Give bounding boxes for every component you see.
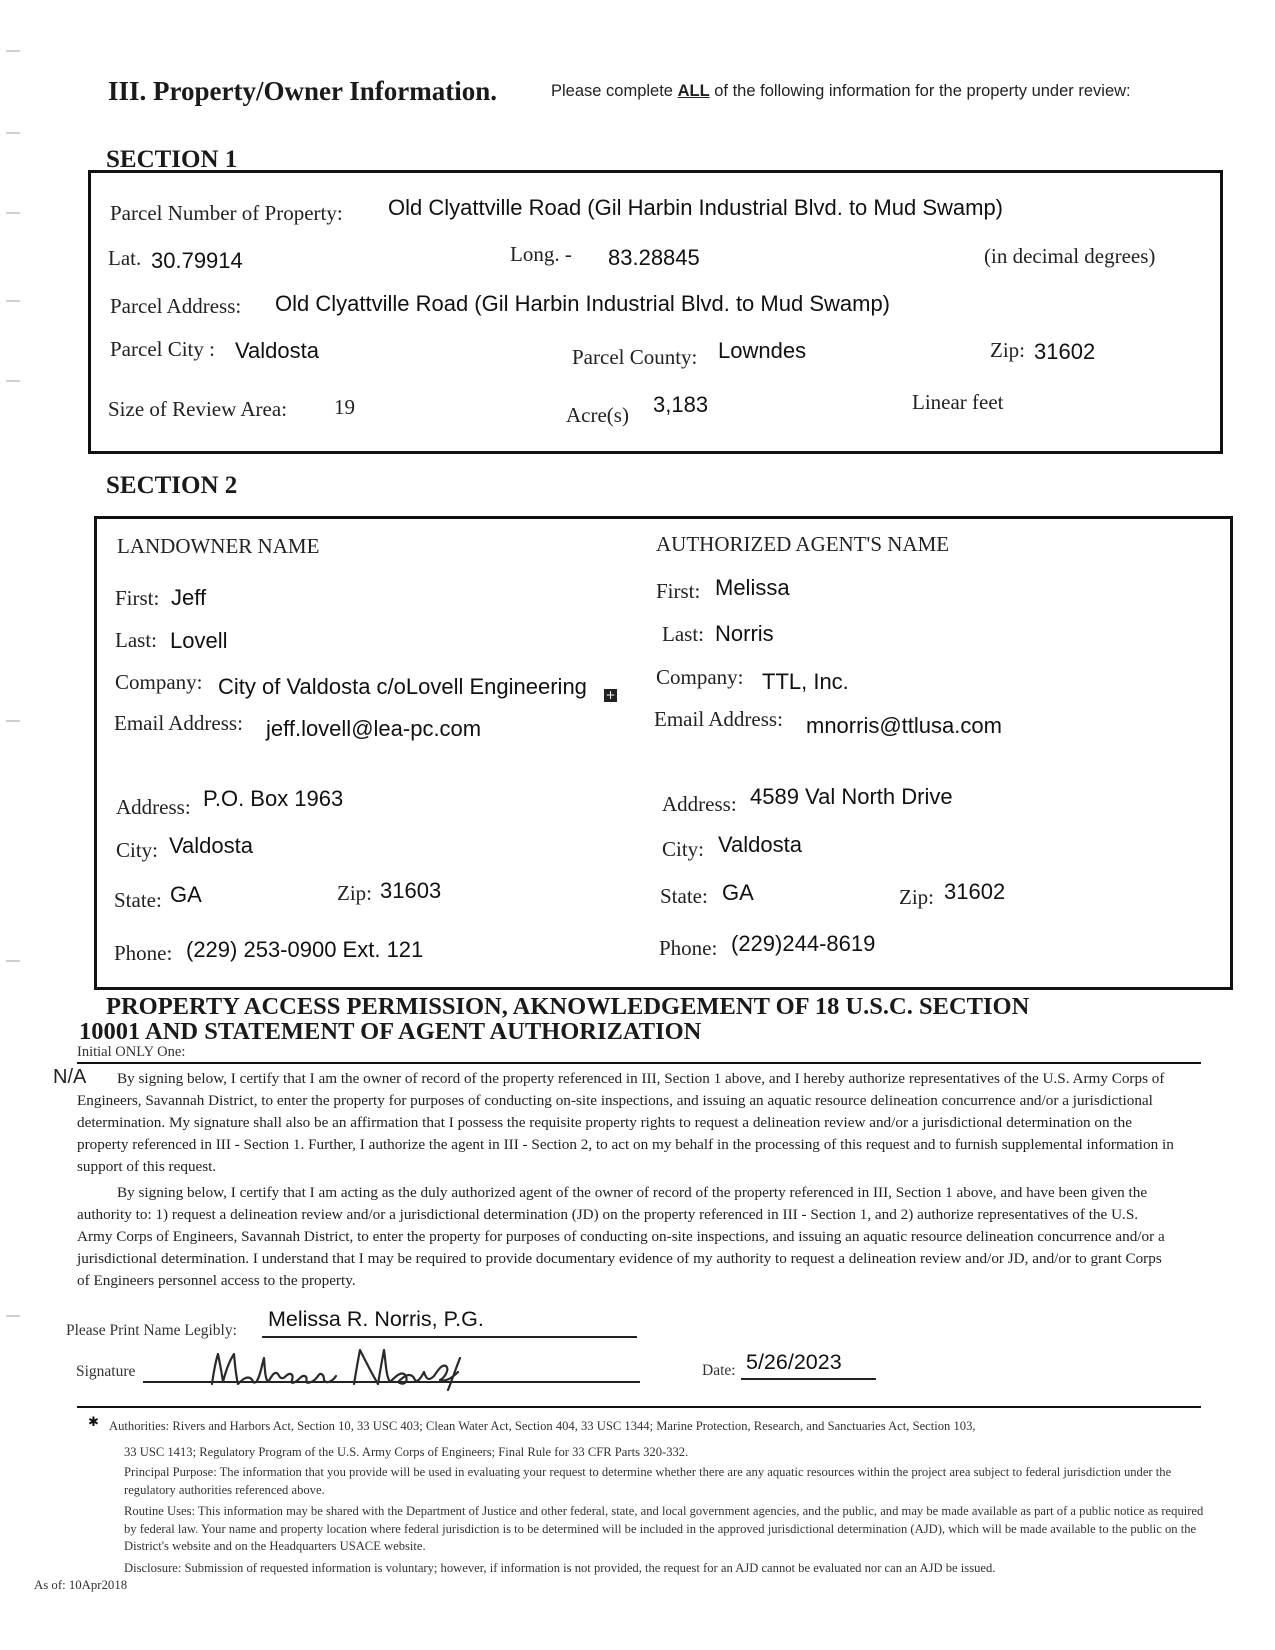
agent-state-label: State:: [660, 884, 708, 908]
long-label: Long. -: [510, 242, 572, 266]
print-name-underline: [262, 1336, 637, 1338]
parcel-address-field[interactable]: Old Clyattville Road (Gil Harbin Industrial Blvd. to Mud Swamp): [275, 291, 891, 316]
agent-city-field[interactable]: Valdosta: [718, 832, 802, 857]
routine-uses-text: Routine Uses: This information may be shared with the Department of Justice and other federal, state, and local government agencies, and the public, and may be made available as part of a public notice as required by federal law. Your name and property location where federal jurisdiction is to be determined will be included in the approved jurisdictional determination (AJD), which will be made available to the public on the District's website and on the Headquarters USACE website.: [124, 1504, 1204, 1553]
linear-feet-field[interactable]: 3,183: [653, 392, 709, 417]
agent-phone-label: Phone:: [659, 936, 718, 960]
agent-address-label: Address:: [662, 792, 737, 816]
landowner-state-label: State:: [114, 888, 162, 912]
agent-last-label: Last:: [662, 622, 704, 646]
landowner-first-label: First:: [115, 586, 160, 610]
permission-heading-line2: 10001 AND STATEMENT OF AGENT AUTHORIZATION: [79, 1018, 702, 1045]
landowner-heading: LANDOWNER NAME: [117, 534, 320, 558]
scan-margin-mark: [6, 1315, 20, 1317]
landowner-email-label: Email Address:: [114, 711, 243, 735]
owner-certification-paragraph: By signing below, I certify that I am the owner of record of the property referenced in III, Section 1 above, and I hereby authorize representatives of the U.S. Army Corps of Engineers, Savannah District, to enter the property for purposes of conducting on-site inspections, and issuing an aquatic resource delineation concurrence and/or a jurisdictional determination. My signature shall also be an affirmation that I possess the requisite property rights to request a delineation review and/or a jurisdictional determination on the property referenced in III - Section 1. Further, I authorize the agent in III - Section 2, to act on my behalf in the processing of this request and to furnish supplemental information in support of this request.: [77, 1070, 1174, 1175]
agent-city-label: City:: [662, 837, 705, 861]
agent-zip-label: Zip:: [899, 885, 934, 909]
instruction-text: [551, 82, 1131, 101]
agent-heading: AUTHORIZED AGENT'S NAME: [656, 532, 950, 556]
agent-company-field[interactable]: TTL, Inc.: [762, 669, 849, 694]
parcel-county-label: Parcel County:: [572, 345, 698, 369]
linear-feet-label: Linear feet: [912, 390, 1004, 414]
authorities-text: Authorities: Rivers and Harbors Act, Section 10, 33 USC 403; Clean Water Act, Section 404, 33 USC 1344; Marine Protection, Research, and Sanctuaries Act, Section 103,: [109, 1419, 976, 1433]
landowner-address-label: Address:: [116, 795, 191, 819]
landowner-city-label: City:: [116, 838, 159, 862]
agent-first-label: First:: [656, 579, 701, 603]
handwritten-signature: [208, 1340, 478, 1398]
landowner-last-label: Last:: [115, 628, 157, 652]
permission-heading-line1: PROPERTY ACCESS PERMISSION, AKNOWLEDGEMENT OF 18 U.S.C. SECTION: [106, 993, 1030, 1020]
lat-label: Lat.: [108, 246, 142, 270]
landowner-company-label: Company:: [115, 670, 203, 694]
parcel-city-field[interactable]: Valdosta: [235, 338, 319, 363]
agent-company-label: Company:: [656, 665, 744, 689]
landowner-address-field[interactable]: P.O. Box 1963: [203, 786, 344, 811]
scan-margin-mark: [6, 132, 20, 134]
section2-heading: SECTION 2: [106, 472, 238, 499]
agent-email-field[interactable]: mnorris@ttlusa.com: [806, 713, 1002, 738]
asterisk-bullet-icon: ✱: [88, 1414, 99, 1429]
scan-margin-mark: [6, 50, 20, 52]
review-size-label: Size of Review Area:: [108, 397, 288, 421]
disclosure-text: Disclosure: Submission of requested information is voluntary; however, if information is not provided, the request for an AJD cannot be evaluated nor can an AJD be issued.: [124, 1561, 996, 1575]
landowner-company-field[interactable]: City of Valdosta c/oLovell Engineering: [218, 674, 587, 699]
long-field[interactable]: 83.28845: [608, 245, 700, 270]
scan-margin-mark: [6, 212, 20, 214]
instruction-emphasis: ALL: [677, 82, 710, 100]
section1-heading: SECTION 1: [106, 146, 238, 173]
revision-date: As of: 10Apr2018: [34, 1578, 128, 1592]
scan-margin-mark: [6, 960, 20, 962]
initial-only-one-label: Initial ONLY One:: [77, 1044, 186, 1060]
parcel-number-field[interactable]: Old Clyattville Road (Gil Harbin Industrial Blvd. to Mud Swamp): [388, 195, 1004, 220]
acres-label: Acre(s): [566, 403, 629, 427]
signature-label: Signature: [76, 1363, 136, 1380]
scan-margin-mark: [6, 380, 20, 382]
section-title: III. Property/Owner Information.: [108, 76, 497, 106]
decimal-degrees-note: (in decimal degrees): [984, 244, 1156, 268]
parcel-county-field[interactable]: Lowndes: [718, 338, 807, 363]
landowner-last-field[interactable]: Lovell: [170, 628, 228, 653]
agent-first-field[interactable]: Melissa: [715, 575, 790, 600]
review-size-field[interactable]: 19: [334, 395, 355, 419]
landowner-phone-label: Phone:: [114, 941, 173, 965]
scan-margin-mark: [6, 720, 20, 722]
landowner-zip-label: Zip:: [337, 881, 372, 905]
field-overflow-plus-icon[interactable]: +: [605, 688, 616, 702]
agent-certification-paragraph: By signing below, I certify that I am acting as the duly authorized agent of the owner of record of the property referenced in III, Section 1 above, and have been given the authority to: 1) request a delineation review and/or a jurisdictional determination (JD) on the property referenced in III - Section 1, and 2) authorize representatives of the U.S. Army Corps of Engineers, Savannah District, to enter the property for purposes of conducting on-site inspections, and issuing an aquatic resource delineation concurrence and/or a jurisdictional determination. I understand that I may be required to provide documentary evidence of my authority to request a delineation review and/or JD, and/or to grant Corps of Engineers personnel access to the property.: [77, 1184, 1165, 1289]
parcel-city-label: Parcel City :: [110, 337, 215, 361]
instruction-pre: Please complete: [551, 82, 678, 100]
landowner-email-field[interactable]: jeff.lovell@lea-pc.com: [266, 716, 482, 741]
agent-address-field[interactable]: 4589 Val North Drive: [750, 784, 953, 809]
footer-divider: [77, 1406, 1201, 1408]
landowner-city-field[interactable]: Valdosta: [169, 833, 253, 858]
zip-label: Zip:: [990, 338, 1025, 362]
date-field[interactable]: 5/26/2023: [746, 1350, 842, 1374]
owner-initial-field[interactable]: N/A: [53, 1066, 87, 1088]
landowner-phone-field[interactable]: (229) 253-0900 Ext. 121: [186, 937, 424, 962]
print-name-field[interactable]: Melissa R. Norris, P.G.: [268, 1307, 484, 1331]
lat-field[interactable]: 30.79914: [151, 248, 243, 273]
scan-margin-mark: [6, 300, 20, 302]
landowner-state-field[interactable]: GA: [170, 882, 202, 907]
agent-last-field[interactable]: Norris: [715, 621, 774, 646]
authorities-continued-text: 33 USC 1413; Regulatory Program of the U.S. Army Corps of Engineers; Final Rule for 33 CFR Parts 320-332.: [124, 1445, 689, 1459]
print-name-label: Please Print Name Legibly:: [66, 1322, 237, 1339]
parcel-number-label: Parcel Number of Property:: [110, 201, 343, 225]
date-underline: [741, 1378, 876, 1380]
date-label: Date:: [702, 1362, 736, 1379]
agent-phone-field[interactable]: (229)244-8619: [731, 931, 876, 956]
principal-purpose-text: Principal Purpose: The information that you provide will be used in evaluating your request to determine whether there are any aquatic resources within the project area subject to federal jurisdiction under the regulatory authorities referenced above.: [124, 1465, 1172, 1497]
agent-state-field[interactable]: GA: [722, 880, 754, 905]
landowner-zip-field[interactable]: 31603: [380, 878, 442, 903]
zip-field[interactable]: 31602: [1034, 339, 1096, 364]
parcel-address-label: Parcel Address:: [110, 294, 242, 318]
landowner-first-field[interactable]: Jeff: [171, 585, 207, 610]
agent-email-label: Email Address:: [654, 707, 783, 731]
permission-divider: [77, 1062, 1201, 1064]
agent-zip-field[interactable]: 31602: [944, 879, 1006, 904]
instruction-post: of the following information for the property under review:: [709, 82, 1131, 100]
